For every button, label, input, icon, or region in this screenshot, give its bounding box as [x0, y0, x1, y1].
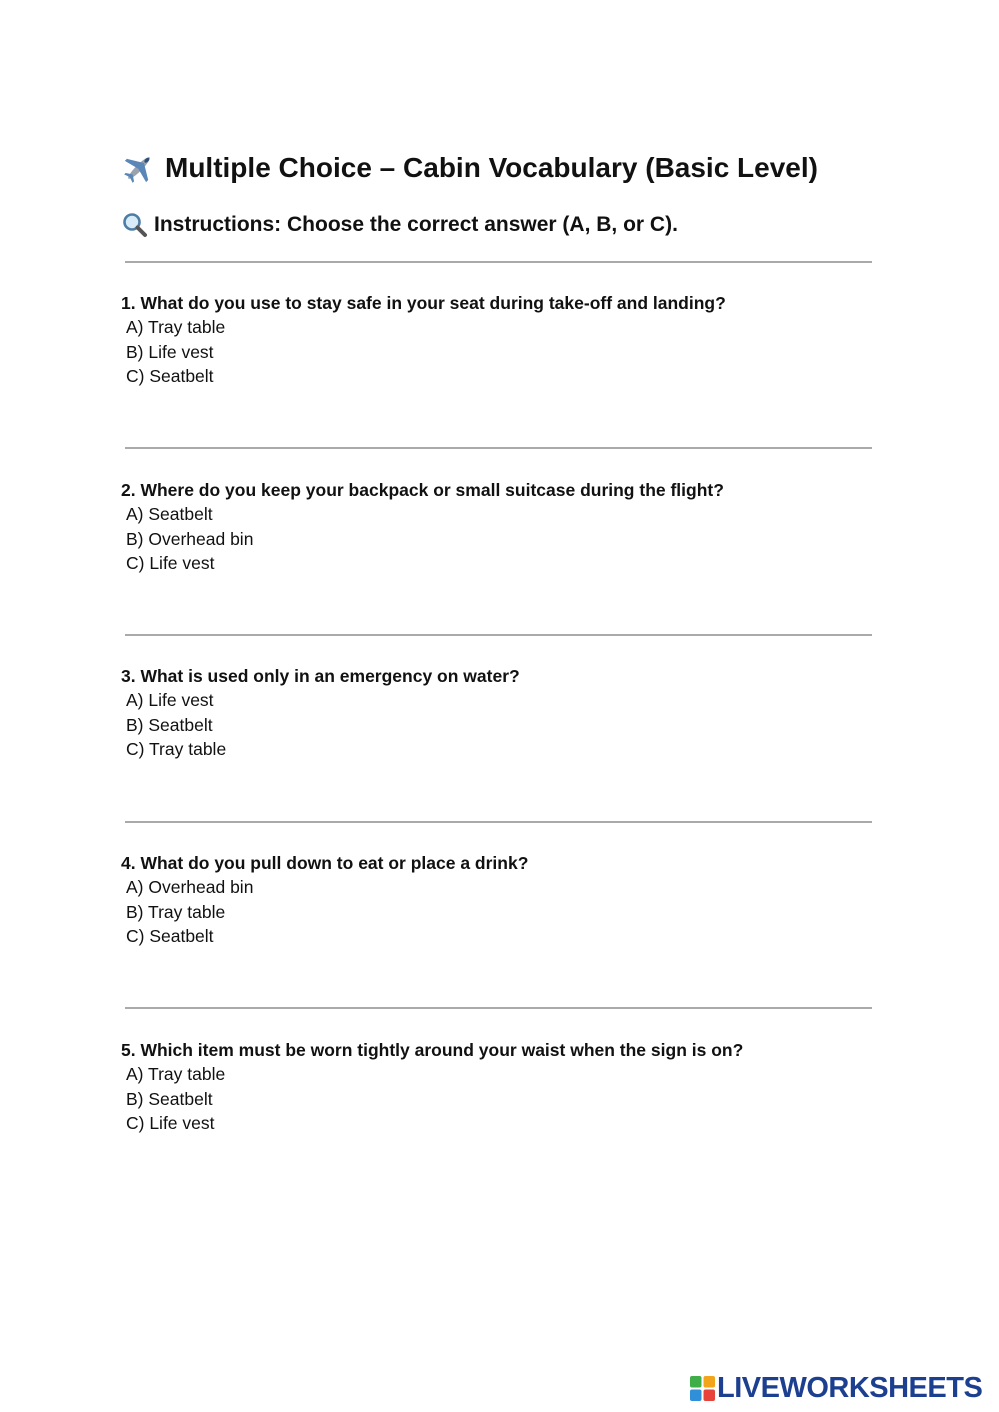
divider	[125, 634, 872, 636]
divider	[125, 821, 872, 823]
question-3	[121, 664, 881, 762]
liveworksheets-logo-icon	[690, 1376, 715, 1401]
divider	[125, 1007, 872, 1009]
divider	[125, 447, 872, 449]
option-b[interactable]: B) Seatbelt	[126, 714, 213, 735]
divider	[125, 261, 872, 263]
option-c[interactable]: C) Life vest	[126, 553, 215, 573]
option-b[interactable]: B) Tray table	[126, 901, 226, 922]
option-a[interactable]: A) Tray table	[126, 1064, 226, 1084]
option-a[interactable]: A) Seatbelt	[126, 504, 213, 524]
question-text: 4. What do you pull down to eat or place a drink?	[121, 853, 529, 873]
liveworksheets-logo[interactable]	[690, 1372, 982, 1404]
page-title	[122, 148, 818, 188]
magnifier-icon	[122, 212, 148, 238]
option-c[interactable]: C) Seatbelt	[126, 926, 214, 946]
logo-text: LIVEWORKSHEETS	[717, 1372, 983, 1404]
question-text: 1. What do you use to stay safe in your seat during take-off and landing?	[121, 293, 726, 313]
option-b[interactable]: B) Life vest	[126, 341, 214, 362]
option-b[interactable]: B) Seatbelt	[126, 1088, 213, 1109]
question-text: 2. Where do you keep your backpack or small suitcase during the flight?	[121, 480, 724, 500]
instructions	[122, 211, 678, 239]
option-a[interactable]: A) Tray table	[126, 317, 226, 337]
question-text: 5. Which item must be worn tightly around your waist when the sign is on?	[121, 1040, 744, 1060]
question-2	[121, 478, 881, 576]
option-c[interactable]: C) Life vest	[126, 1113, 215, 1133]
question-text: 3. What is used only in an emergency on water?	[121, 666, 520, 686]
question-1	[121, 291, 881, 389]
option-b[interactable]: B) Overhead bin	[126, 528, 254, 549]
option-c[interactable]: C) Seatbelt	[126, 366, 214, 386]
airplane-icon	[122, 151, 156, 185]
option-c[interactable]: C) Tray table	[126, 739, 227, 759]
question-5	[121, 1038, 881, 1136]
option-a[interactable]: A) Overhead bin	[126, 877, 254, 897]
question-4	[121, 851, 881, 949]
instructions-text: Instructions: Choose the correct answer (A, B, or C).	[154, 213, 678, 236]
option-a[interactable]: A) Life vest	[126, 690, 214, 710]
page-title-text: Multiple Choice – Cabin Vocabulary (Basic Level)	[165, 152, 818, 183]
